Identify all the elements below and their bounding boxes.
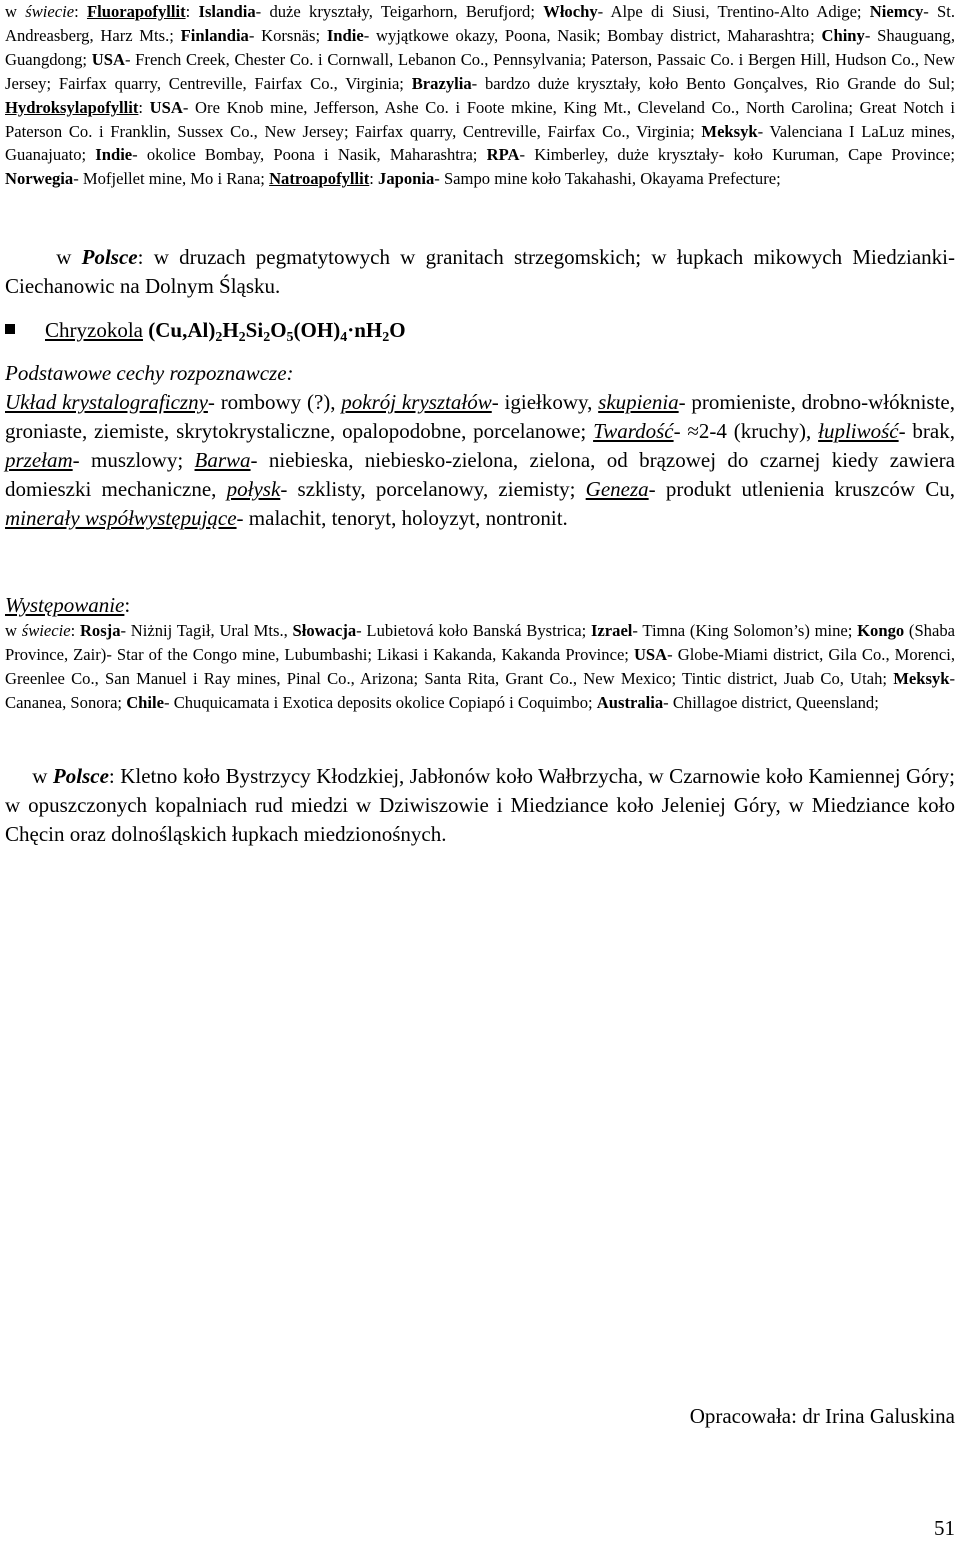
label-skupienia: skupienia [598, 390, 679, 414]
label-uklad: Układ krystalograficzny [5, 390, 208, 414]
text: - St. Andreasberg, Harz Mts.; [5, 2, 956, 45]
text: - Niżnij Tagił, Ural Mts., [120, 621, 293, 640]
label-pokroj: pokrój kryształów [341, 390, 492, 414]
text: - Alpe di Siusi, Trentino-Alto Adige; [597, 2, 870, 21]
mineral-formula [142, 318, 406, 345]
mineral-fluorapofyllit: Fluorapofyllit [86, 2, 186, 21]
text: - muszlowy; [72, 448, 195, 472]
text: : w druzach pegmatytowych w granitach strzegomskich; w łupkach mikowych Miedzianki-Ciechanowic na Dolnym Śląsku. [5, 245, 955, 298]
formula-part: (OH) [293, 318, 341, 342]
country-islandia: Islandia [198, 2, 256, 21]
text: - French Creek, Chester Co. i Cornwall, Lebanon Co., Pennsylvania; Paterson, Passaic Co. i Bergen Hill, Hudson Co., New Jersey; Fairfax quarry, Centreville, Fairfax Co., Virginia; [5, 49, 956, 93]
occurrence-title [5, 591, 955, 620]
country-indie: Indie [326, 25, 364, 45]
label-barwa: Barwa [194, 448, 251, 472]
country-meksyk: Meksyk [701, 121, 758, 141]
mineral-heading [5, 316, 406, 345]
features-title: Podstawowe cechy rozpoznawcze: [5, 361, 294, 385]
text: - Globe-Miami district, Gila Co., Morenci, Greenlee Co., San Manuel i Ray mines, Pinal Co., Arizona; Santa Rita, Grant Co., New Mexico; Tintic district, Juab Co, Utah; [5, 644, 955, 688]
text: - ≈2-4 (kruchy), [673, 419, 819, 443]
label-lupliwosc: łupliwość [818, 419, 899, 443]
text-colon: : [124, 593, 131, 617]
formula-subscript: 5 [286, 330, 294, 345]
text: : [185, 2, 199, 21]
text: : [138, 97, 150, 117]
label-polsce: Polsce [81, 245, 138, 269]
country-usa: USA [91, 49, 125, 69]
features-section [5, 359, 955, 388]
text: - bardzo duże kryształy, koło Bento Gonçalves, Rio Grande do Sul; [471, 73, 955, 93]
text-w: w [32, 764, 53, 788]
country-usa: USA [633, 644, 668, 664]
world-occurrence-paragraph [5, 619, 955, 715]
country-rosja: Rosja [79, 621, 121, 640]
text: - niebieska, niebiesko-zielona, zielona, od brązowej do czarnej kiedy zawiera domieszki mechaniczne, [5, 448, 955, 501]
formula-part: H [222, 318, 239, 342]
country-meksyk: Meksyk [893, 668, 950, 688]
text: (Shaba Province, Zair)- Star of the Congo mine, Lubumbashi; Likasi i Kakanda, Kakanda Province; [5, 621, 955, 664]
page-number: 51 [934, 1516, 955, 1540]
label-polysk: połysk [226, 477, 281, 501]
country-chiny: Chiny [821, 25, 865, 45]
text: - Valenciana I LaLuz mines, Guanajuato; [5, 121, 955, 165]
label-geneza: Geneza [585, 477, 649, 501]
polska-occurrence-paragraph [5, 243, 955, 301]
text: : [369, 169, 379, 189]
text: - Cananea, Sonora; [5, 668, 955, 712]
country-wlochy: Włochy [543, 2, 598, 21]
label-mineraly: minerały współwystępujące [5, 506, 237, 530]
text-colon: : [70, 621, 80, 640]
country-kongo: Kongo [857, 621, 905, 640]
text: : Kletno koło Bystrzycy Kłodzkiej, Jabłonów koło Wałbrzycha, w Czarnowie koło Kamiennej Góry; w opuszczonych kopalniach rud miedzi w Dziwiszowie i Miedziance koło Jeleniej Góry, w Miedziance koło Chęcin oraz dolnośląskich łupkach miedzionośnych. [5, 764, 955, 846]
text: - Mofjellet mine, Mo i Rana; [73, 169, 270, 189]
formula-subscript: 2 [382, 330, 390, 345]
text: - produkt utlenienia kruszców Cu, [648, 477, 955, 501]
text: - Sampo mine koło Takahashi, Okayama Prefecture; [434, 169, 781, 189]
label-twardosc: Twardość [593, 419, 674, 443]
text: - duże kryształy, Teigarhorn, Berufjord; [255, 2, 544, 21]
text: - Chuquicamata i Exotica deposits okolice Copiapó i Coquimbo; [164, 692, 597, 712]
text: - Chillagoe district, Queensland; [663, 692, 879, 712]
text-colon: : [74, 2, 87, 21]
country-niemcy: Niemcy [869, 2, 924, 21]
country-indie: Indie [95, 145, 133, 165]
label-polsce: Polsce [52, 764, 109, 788]
text: - Kimberley, duże kryształy- koło Kuruman, Cape Province; [519, 145, 955, 165]
formula-subscript: 2 [215, 330, 223, 345]
text: - Shauguang, Guangdong; [5, 25, 955, 69]
country-usa: USA [149, 97, 183, 117]
text: - Lubietová koło Banská Bystrica; [356, 621, 591, 640]
formula-part: (Cu,Al) [142, 318, 216, 342]
text-w: w [56, 245, 82, 269]
formula-part: ·nH [347, 318, 383, 342]
country-slowacja: Słowacja [292, 621, 357, 640]
fluorapofyllit-occurrence-paragraph [5, 0, 955, 191]
formula-subscript: 4 [340, 330, 348, 345]
text-w: w [5, 2, 26, 21]
text: - brak, [898, 419, 955, 443]
mineral-name-chryzokola: Chryzokola [45, 318, 143, 342]
country-izrael: Izrael [590, 621, 633, 640]
label-swiecie: świecie [25, 2, 75, 21]
country-brazylia: Brazylia [411, 73, 472, 93]
country-chile: Chile [126, 692, 165, 712]
text: - Timna (King Solomon’s) mine; [632, 621, 858, 640]
country-australia: Australia [596, 692, 664, 712]
text: - rombowy (?), [207, 390, 342, 414]
label-wystepowanie: Występowanie [5, 593, 125, 617]
polska-chryzokola-paragraph [5, 762, 955, 849]
features-paragraph [5, 388, 955, 533]
formula-part: O [389, 318, 406, 342]
text: - Korsnäs; [248, 25, 327, 45]
country-norwegia: Norwegia [5, 169, 74, 189]
text-w: w [5, 621, 22, 640]
text: - malachit, tenoryt, holoyzyt, nontronit. [236, 506, 568, 530]
author-signature: Opracowała: dr Irina Galuskina [689, 1404, 955, 1428]
text: - wyjątkowe okazy, Poona, Nasik; Bombay district, Maharashtra; [363, 25, 822, 45]
formula-subscript: 2 [263, 330, 271, 345]
text: - szklisty, porcelanowy, ziemisty; [280, 477, 586, 501]
text: - promieniste, drobno-włókniste, groniaste, ziemiste, skrytokrystaliczne, opalopodobne, porcelanowe; [5, 390, 955, 443]
formula-part: O [270, 318, 287, 342]
country-rpa: RPA [486, 145, 520, 165]
mineral-natroapofyllit: Natroapofyllit [269, 169, 370, 189]
label-swiecie: świecie [21, 621, 71, 640]
label-przelam: przełam [5, 448, 73, 472]
country-japonia: Japonia [378, 169, 435, 189]
text: - igiełkowy, [491, 390, 599, 414]
text: - okolice Bombay, Poona i Nasik, Maharashtra; [132, 145, 487, 165]
square-bullet-icon [5, 324, 15, 334]
formula-part: Si [245, 318, 264, 342]
country-finlandia: Finlandia [180, 25, 249, 45]
formula-subscript: 2 [238, 330, 246, 345]
mineral-hydroksylapofyllit: Hydroksylapofyllit [5, 97, 139, 117]
text: - Ore Knob mine, Jefferson, Ashe Co. i Foote mkine, King Mt., Cleveland Co., North Carolina; Great Notch i Paterson Co. i Franklin, Sussex Co., New Jersey; Fairfax quarry, Centreville, Fairfax Co., Virginia; [5, 97, 955, 141]
